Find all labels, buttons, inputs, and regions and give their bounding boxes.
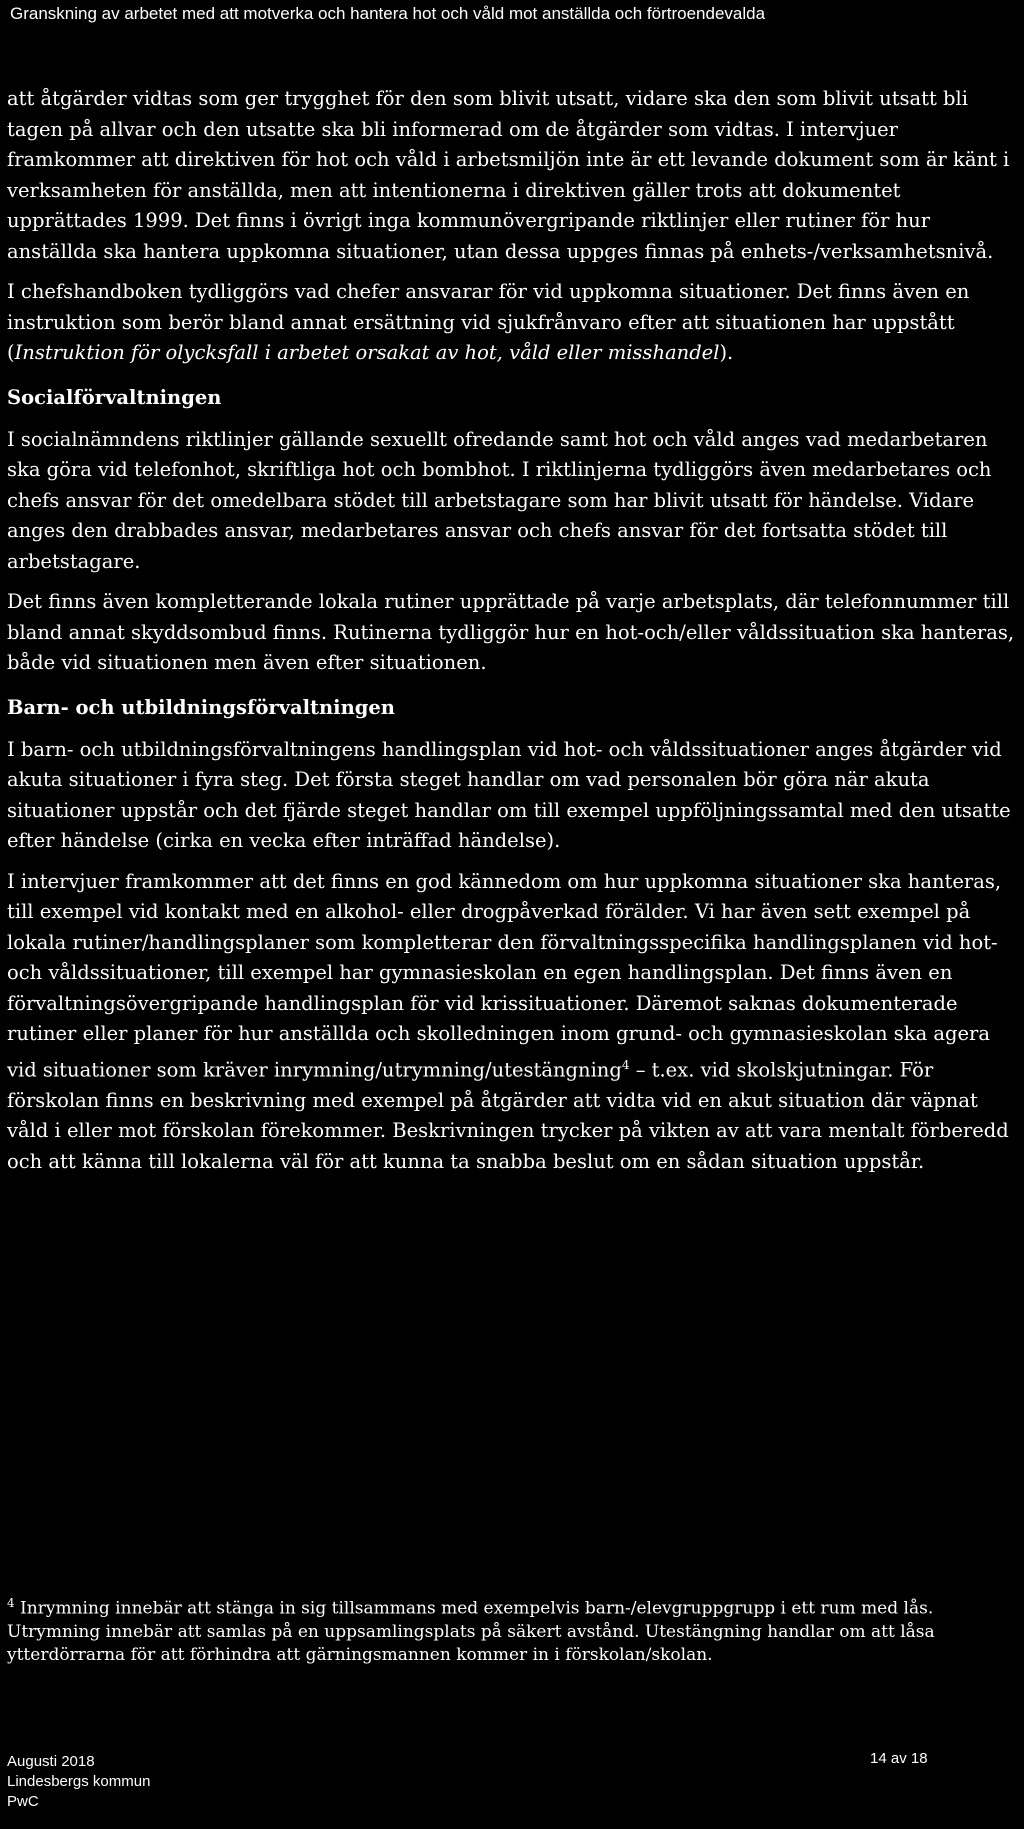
paragraph: I socialnämndens riktlinjer gällande sexuellt ofredande samt hot och våld anges vad medarbetaren ska göra vid telefonhot, skriftliga hot och bombhot. I riktlinjerna tydliggörs även medarbetares och chefs ansvar för det omedelbara stödet till arbetstagare som har blivit utsatt för händelse. Vidare anges den drabbades ansvar, medarbetares ansvar och chefs ansvar för det fortsatta stödet till arbetstagare. bbox=[7, 427, 992, 573]
page-number: 14 av 18 bbox=[870, 1750, 928, 1767]
footer-date: Augusti 2018 bbox=[7, 1753, 95, 1770]
paragraph: att åtgärder vidtas som ger trygghet för den som blivit utsatt, vidare ska den som blivit utsatt bli tagen på allvar och den utsatte ska bli informerad om de åtgärder som vidtas. I intervjuer framkommer att direktiven för hot och våld i arbetsmiljön inte är ett levande dokument som är känt i verksamheten för anställda, men att intentionerna i direktiven gäller trots att dokumentet upprättades 1999. Det finns i övrigt inga kommunövergripande riktlinjer eller rutiner för hur anställda ska hantera uppkomna situationer, utan dessa uppges finnas på enhets-/verksamhetsnivå. bbox=[7, 87, 1010, 263]
footnote-reference: 4 bbox=[621, 1057, 630, 1072]
document-title-italic: Instruktion för olycksfall i arbetet orsakat av hot, våld eller misshandel bbox=[14, 341, 720, 364]
section-heading-barn: Barn- och utbildningsförvaltningen bbox=[7, 695, 395, 719]
footnote-text: Inrymning innebär att stänga in sig tillsammans med exempelvis barn-/elevgruppgrupp i ett rum med lås. Utrymning innebär att samlas på en uppsamlingsplats på säkert avstånd. Utestängning handlar om att låsa ytterdörrarna för att förhindra att gärningsmannen kommer in i förskolan/skolan. bbox=[7, 1598, 935, 1665]
running-header: Granskning av arbetet med att motverka och hantera hot och våld mot anställda och förtroendevalda bbox=[10, 4, 766, 23]
footnote-marker: 4 bbox=[7, 1596, 15, 1610]
paragraph-text: ). bbox=[719, 341, 734, 364]
paragraph-text: I intervjuer framkommer att det finns en god kännedom om hur uppkomna situationer ska hanteras, till exempel vid kontakt med en alkohol- eller drogpåverkad förälder. Vi har även sett exempel på lokala rutiner/handlingsplaner som kompletterar den förvaltningsspecifika handlingsplanen vid hot- och våldssituationer, till exempel har gymnasieskolan en egen handlingsplan. Det finns även en förvaltningsövergripande handlingsplan för vid krissituationer. Däremot saknas dokumenterade rutiner eller planer för hur anställda och skolledningen inom grund- och gymnasieskolan ska agera vid situationer som kräver inrymning/utrymning/utestängning bbox=[7, 869, 1002, 1081]
footnote bbox=[7, 1592, 1019, 1667]
paragraph-text: I chefshandboken tydliggörs vad chefer ansvarar för vid uppkomna situationer. Det finns även en instruktion som berör bland annat ersättning vid sjukfrånvaro efter att situationen har uppstått ( bbox=[7, 280, 970, 364]
main-content bbox=[7, 84, 1019, 1187]
section-heading-social: Socialförvaltningen bbox=[7, 385, 222, 409]
paragraph-text: – t.ex. vid skolskjutningar. För förskolan finns en beskrivning med exempel på åtgärder att vidta vid en akut situation där väpnat våld i eller mot förskolan förekommer. Beskrivningen trycker på vikten av att vara mentalt förberedd och att känna till lokalerna väl för att kunna ta snabba beslut om en sådan situation uppstår. bbox=[7, 1058, 1009, 1173]
paragraph: I barn- och utbildningsförvaltningens handlingsplan vid hot- och våldssituationer anges åtgärder vid akuta situationer i fyra steg. Det första steget handlar om vad personalen bör göra när akuta situationer uppstår och det fjärde steget handlar om till exempel uppföljningssamtal med den utsatte efter händelse (cirka en vecka efter inträffad händelse). bbox=[7, 737, 1011, 852]
paragraph: Det finns även kompletterande lokala rutiner upprättade på varje arbetsplats, där telefonnummer till bland annat skyddsombud finns. Rutinerna tydliggör hur en hot-och/eller våldssituation ska hanteras, både vid situationen men även efter situationen. bbox=[7, 590, 1015, 674]
paragraph bbox=[7, 277, 1019, 369]
paragraph bbox=[7, 867, 1019, 1178]
footer-left bbox=[7, 1752, 150, 1812]
footer-municipality: Lindesbergs kommun bbox=[7, 1773, 151, 1790]
footer-firm: PwC bbox=[7, 1793, 39, 1810]
